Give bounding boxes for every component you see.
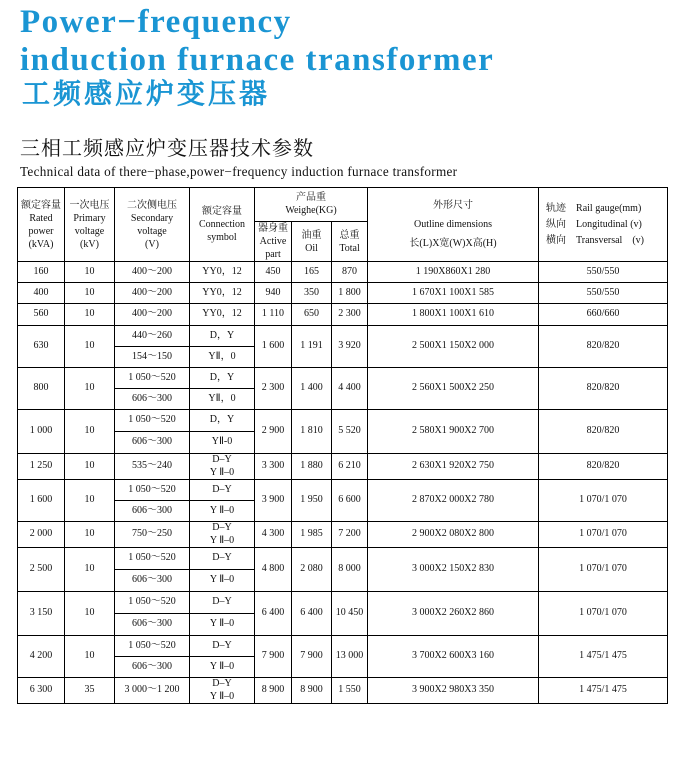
cell-connection-symbol: D–Y <box>190 592 255 614</box>
cell-connection-symbol: D，Y <box>190 410 255 432</box>
cell-outline-dimensions: 1 670X1 100X1 585 <box>368 283 539 304</box>
cell-rated-power: 400 <box>18 283 65 304</box>
cell-oil-weight: 7 900 <box>292 636 332 678</box>
header-rail-line1: 轨迹 Rail gauge(mm) <box>546 202 642 214</box>
header-outline-dim: 长(L)X宽(W)X高(H) <box>409 238 497 249</box>
cell-active-weight: 6 400 <box>255 592 292 636</box>
cell-secondary-voltage: 1 050～520 <box>115 636 190 657</box>
cell-connection-symbol: YY0，12 <box>190 304 255 326</box>
cell-active-weight: 1 600 <box>255 326 292 368</box>
header-rail-line2: 纵向 Longitudinal (v) <box>546 218 642 230</box>
cell-active-weight: 4 800 <box>255 548 292 592</box>
cell-secondary-voltage: 606～300 <box>115 389 190 410</box>
header-oil: 油重 Oil <box>292 222 332 262</box>
table-row <box>18 368 668 389</box>
cell-connection-symbol: D，Y <box>190 368 255 389</box>
table-row <box>18 283 668 304</box>
cell-active-weight: 8 900 <box>255 678 292 704</box>
cell-oil-weight: 350 <box>292 283 332 304</box>
header-active-part: 器身重 Active part <box>255 222 292 262</box>
table-row <box>18 592 668 614</box>
cell-rated-power: 630 <box>18 326 65 368</box>
cell-connection-symbol: D–Y <box>190 480 255 501</box>
cell-connection-symbol: Y Ⅱ–0 <box>190 657 255 678</box>
cell-rated-power: 160 <box>18 262 65 283</box>
cell-primary-voltage: 10 <box>65 262 115 283</box>
cell-connection-symbol: Y Ⅱ–0 <box>190 614 255 636</box>
cell-primary-voltage: 10 <box>65 480 115 522</box>
cell-total-weight: 4 400 <box>332 368 368 410</box>
cell-secondary-voltage: 1 050～520 <box>115 548 190 570</box>
header-total: 总重 Total <box>332 222 368 262</box>
cell-secondary-voltage: 400～200 <box>115 283 190 304</box>
cell-outline-dimensions: 3 000X2 150X2 830 <box>368 548 539 592</box>
cell-rated-power: 1 000 <box>18 410 65 454</box>
cell-outline-dimensions: 2 900X2 080X2 800 <box>368 522 539 548</box>
cell-active-weight: 450 <box>255 262 292 283</box>
cell-active-weight: 3 900 <box>255 480 292 522</box>
cell-active-weight: 1 110 <box>255 304 292 326</box>
cell-total-weight: 1 800 <box>332 283 368 304</box>
cell-secondary-voltage: 400～200 <box>115 304 190 326</box>
cell-outline-dimensions: 2 870X2 000X2 780 <box>368 480 539 522</box>
cell-outline-dimensions: 1 800X1 100X1 610 <box>368 304 539 326</box>
cell-primary-voltage: 10 <box>65 410 115 454</box>
cell-outline-dimensions: 2 560X1 500X2 250 <box>368 368 539 410</box>
cell-rail-gauge: 1 070/1 070 <box>539 548 668 592</box>
cell-secondary-voltage: 1 050～520 <box>115 592 190 614</box>
cell-total-weight: 5 520 <box>332 410 368 454</box>
cell-secondary-voltage: 606～300 <box>115 570 190 592</box>
header-connection-symbol: 额定容量 Connection symbol <box>190 188 255 262</box>
cell-rail-gauge: 1 475/1 475 <box>539 678 668 704</box>
cell-rated-power: 4 200 <box>18 636 65 678</box>
header-outline-en: Outline dimensions <box>414 219 493 230</box>
cell-oil-weight: 1 985 <box>292 522 332 548</box>
title-chinese: 工频感应炉变压器 <box>22 77 271 110</box>
table-row <box>18 262 668 283</box>
header-rated-power: 额定容量 Rated power (kVA) <box>18 188 65 262</box>
cell-total-weight: 13 000 <box>332 636 368 678</box>
cell-secondary-voltage: 606～300 <box>115 657 190 678</box>
cell-rail-gauge: 1 475/1 475 <box>539 636 668 678</box>
cell-rated-power: 6 300 <box>18 678 65 704</box>
cell-rail-gauge: 820/820 <box>539 454 668 480</box>
cell-secondary-voltage: 750～250 <box>115 522 190 548</box>
cell-active-weight: 7 900 <box>255 636 292 678</box>
cell-active-weight: 940 <box>255 283 292 304</box>
table-row <box>18 454 668 480</box>
table-caption-chinese: 三相工频感应炉变压器技术参数 <box>20 136 314 160</box>
cell-secondary-voltage: 1 050～520 <box>115 368 190 389</box>
cell-oil-weight: 1 400 <box>292 368 332 410</box>
cell-rated-power: 1 250 <box>18 454 65 480</box>
cell-rail-gauge: 1 070/1 070 <box>539 592 668 636</box>
cell-outline-dimensions: 3 900X2 980X3 350 <box>368 678 539 704</box>
cell-primary-voltage: 10 <box>65 636 115 678</box>
header-outline <box>368 188 539 262</box>
cell-outline-dimensions: 3 000X2 260X2 860 <box>368 592 539 636</box>
cell-rated-power: 560 <box>18 304 65 326</box>
cell-connection-symbol: D–Y Y Ⅱ–0 <box>190 522 255 548</box>
cell-outline-dimensions: 2 630X1 920X2 750 <box>368 454 539 480</box>
cell-oil-weight: 6 400 <box>292 592 332 636</box>
table-row <box>18 636 668 657</box>
technical-data-table <box>17 187 668 704</box>
header-weight-en: Weighe(KG) <box>285 204 337 216</box>
cell-secondary-voltage: 606～300 <box>115 432 190 454</box>
cell-total-weight: 2 300 <box>332 304 368 326</box>
cell-oil-weight: 8 900 <box>292 678 332 704</box>
header-outline-cn: 外形尺寸 <box>433 200 474 211</box>
cell-connection-symbol: YⅡ，0 <box>190 389 255 410</box>
cell-rail-gauge: 550/550 <box>539 262 668 283</box>
cell-connection-symbol: D–Y Y Ⅱ–0 <box>190 678 255 704</box>
cell-total-weight: 1 550 <box>332 678 368 704</box>
cell-oil-weight: 165 <box>292 262 332 283</box>
table-row <box>18 480 668 501</box>
cell-rail-gauge: 550/550 <box>539 283 668 304</box>
cell-total-weight: 6 210 <box>332 454 368 480</box>
cell-total-weight: 8 000 <box>332 548 368 592</box>
cell-rated-power: 3 150 <box>18 592 65 636</box>
cell-secondary-voltage: 400～200 <box>115 262 190 283</box>
cell-rail-gauge: 1 070/1 070 <box>539 480 668 522</box>
cell-rated-power: 800 <box>18 368 65 410</box>
cell-primary-voltage: 10 <box>65 326 115 368</box>
cell-rated-power: 2 000 <box>18 522 65 548</box>
cell-connection-symbol: Y Ⅱ–0 <box>190 570 255 592</box>
header-secondary-voltage: 二次侧电压 Secondary voltage (V) <box>115 188 190 262</box>
cell-secondary-voltage: 3 000～1 200 <box>115 678 190 704</box>
title-english-line1: Power−frequency <box>20 4 292 40</box>
cell-connection-symbol: D–Y Y Ⅱ–0 <box>190 454 255 480</box>
cell-connection-symbol: D–Y <box>190 636 255 657</box>
cell-primary-voltage: 10 <box>65 283 115 304</box>
cell-total-weight: 3 920 <box>332 326 368 368</box>
cell-oil-weight: 1 810 <box>292 410 332 454</box>
cell-outline-dimensions: 1 190X860X1 280 <box>368 262 539 283</box>
cell-connection-symbol: D，Y <box>190 326 255 347</box>
table-row <box>18 326 668 347</box>
cell-oil-weight: 1 880 <box>292 454 332 480</box>
cell-rail-gauge: 820/820 <box>539 410 668 454</box>
cell-oil-weight: 650 <box>292 304 332 326</box>
title-english-line2: induction furnace transformer <box>20 42 495 78</box>
cell-secondary-voltage: 1 050～520 <box>115 480 190 501</box>
cell-primary-voltage: 10 <box>65 592 115 636</box>
cell-primary-voltage: 10 <box>65 454 115 480</box>
table-row <box>18 678 668 704</box>
cell-secondary-voltage: 535～240 <box>115 454 190 480</box>
header-weight-cn: 产品重 <box>296 192 327 203</box>
cell-connection-symbol: YⅡ，0 <box>190 347 255 368</box>
header-rail-gauge <box>539 188 668 262</box>
cell-outline-dimensions: 2 580X1 900X2 700 <box>368 410 539 454</box>
cell-secondary-voltage: 1 050～520 <box>115 410 190 432</box>
header-rail-line3: 横向 Transversal (v) <box>546 234 644 246</box>
cell-outline-dimensions: 3 700X2 600X3 160 <box>368 636 539 678</box>
cell-primary-voltage: 10 <box>65 548 115 592</box>
cell-connection-symbol: D–Y <box>190 548 255 570</box>
cell-secondary-voltage: 606～300 <box>115 614 190 636</box>
header-primary-voltage: 一次电压 Primary voltage (kV) <box>65 188 115 262</box>
cell-primary-voltage: 10 <box>65 522 115 548</box>
table-caption-english: Technical data of there−phase,power−frequency induction furnace transformer <box>20 164 458 179</box>
cell-active-weight: 2 900 <box>255 410 292 454</box>
cell-active-weight: 2 300 <box>255 368 292 410</box>
cell-rail-gauge: 820/820 <box>539 368 668 410</box>
cell-secondary-voltage: 154～150 <box>115 347 190 368</box>
cell-connection-symbol: Y Ⅱ–0 <box>190 501 255 522</box>
cell-active-weight: 3 300 <box>255 454 292 480</box>
cell-total-weight: 10 450 <box>332 592 368 636</box>
table-row <box>18 522 668 548</box>
header-weight <box>255 188 368 222</box>
cell-active-weight: 4 300 <box>255 522 292 548</box>
table-body <box>18 262 668 704</box>
cell-primary-voltage: 35 <box>65 678 115 704</box>
cell-connection-symbol: YY0，12 <box>190 283 255 304</box>
cell-rail-gauge: 1 070/1 070 <box>539 522 668 548</box>
cell-rated-power: 1 600 <box>18 480 65 522</box>
cell-rated-power: 2 500 <box>18 548 65 592</box>
cell-oil-weight: 1 950 <box>292 480 332 522</box>
cell-primary-voltage: 10 <box>65 368 115 410</box>
table-row <box>18 304 668 326</box>
cell-total-weight: 6 600 <box>332 480 368 522</box>
cell-rail-gauge: 820/820 <box>539 326 668 368</box>
cell-total-weight: 870 <box>332 262 368 283</box>
cell-secondary-voltage: 606～300 <box>115 501 190 522</box>
cell-connection-symbol: YY0，12 <box>190 262 255 283</box>
table-row <box>18 410 668 432</box>
cell-rail-gauge: 660/660 <box>539 304 668 326</box>
cell-oil-weight: 2 080 <box>292 548 332 592</box>
cell-primary-voltage: 10 <box>65 304 115 326</box>
cell-outline-dimensions: 2 500X1 150X2 000 <box>368 326 539 368</box>
table-row <box>18 548 668 570</box>
cell-total-weight: 7 200 <box>332 522 368 548</box>
cell-connection-symbol: YⅡ-0 <box>190 432 255 454</box>
cell-oil-weight: 1 191 <box>292 326 332 368</box>
cell-secondary-voltage: 440～260 <box>115 326 190 347</box>
